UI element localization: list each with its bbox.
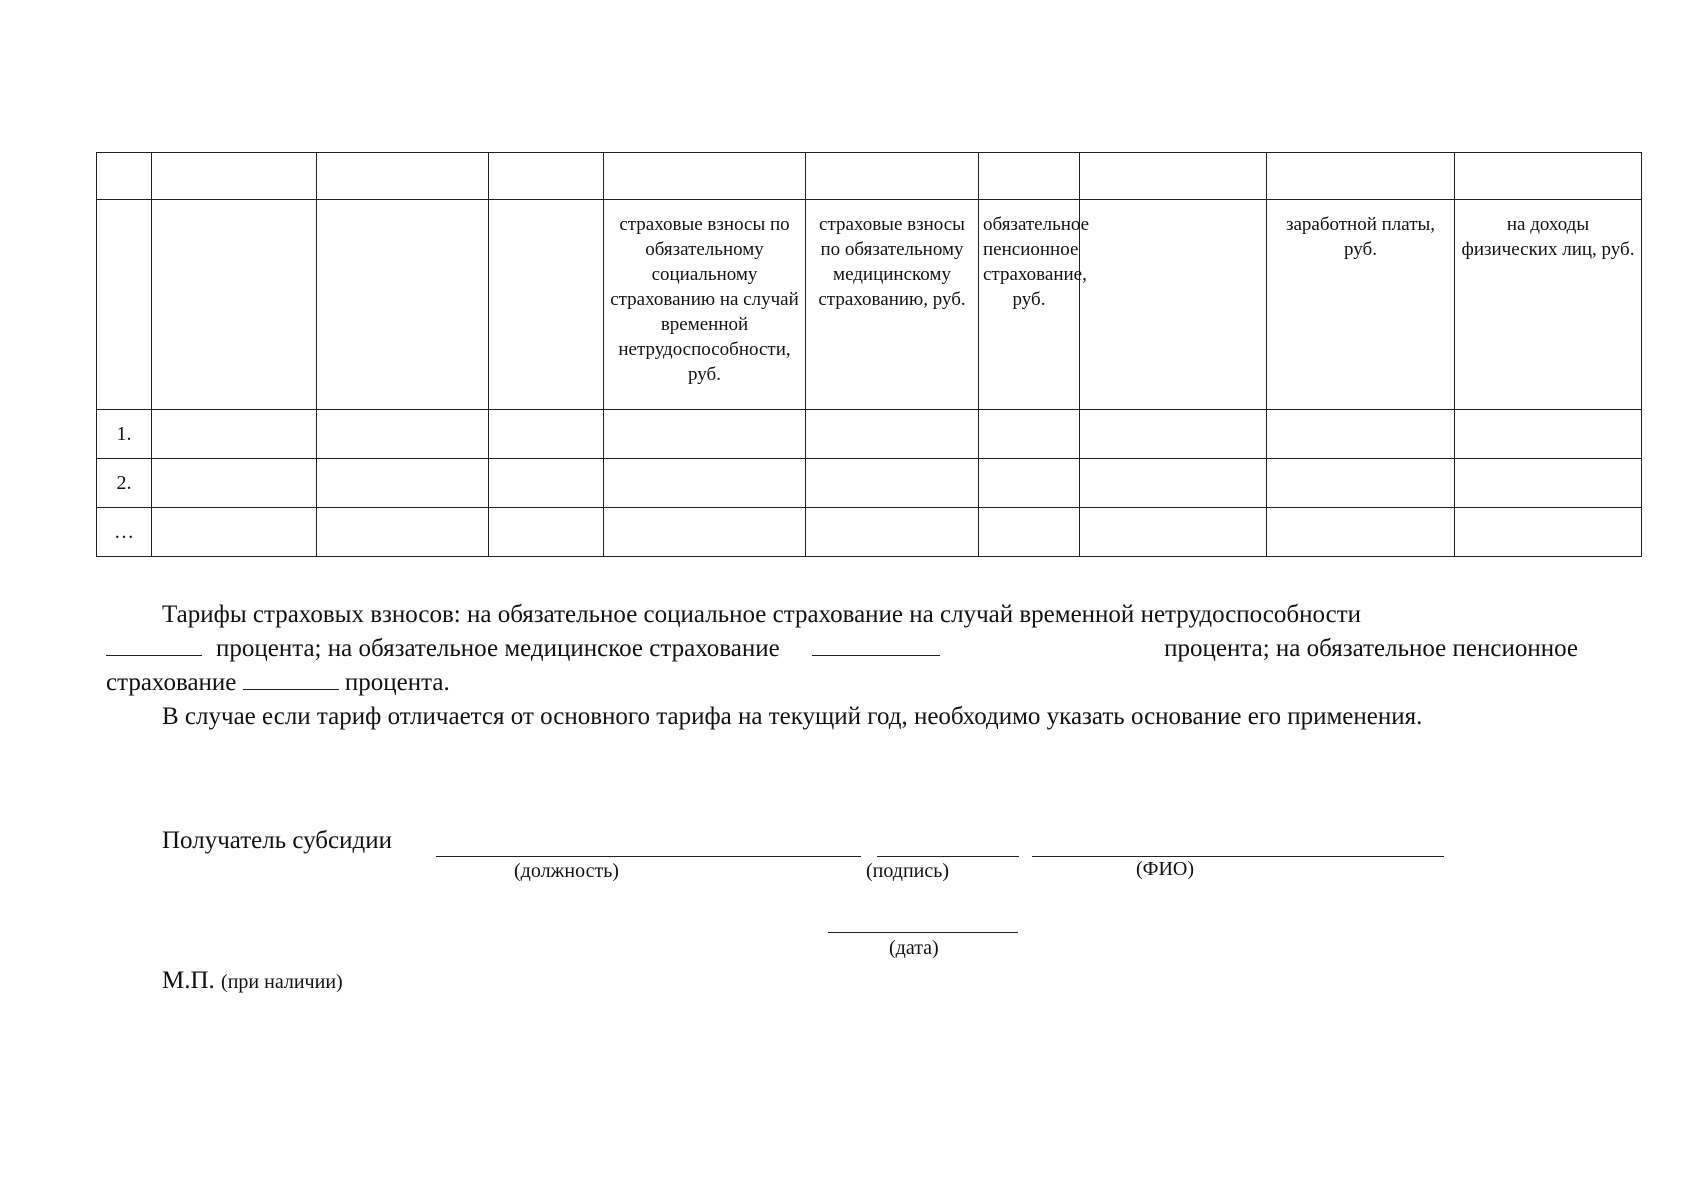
header-medical-insurance: страховые взносы по обязательному медицинскому страхованию, руб. bbox=[806, 200, 979, 410]
tariffs-line-2: процента; на обязательное медицинское страхование процента; на обязательное пенсионное bbox=[106, 632, 1578, 666]
table-row bbox=[97, 459, 1642, 508]
signature-caption: (подпись) bbox=[866, 860, 950, 882]
header-salary: заработной платы, руб. bbox=[1267, 200, 1455, 410]
header-pension-insurance: обязательное пенсионное страхование, руб. bbox=[979, 200, 1080, 410]
medical-rate-blank bbox=[812, 633, 940, 656]
date-line bbox=[828, 932, 1018, 933]
tariffs-paragraph bbox=[106, 598, 1578, 700]
table-row bbox=[97, 508, 1642, 557]
row-number: 1. bbox=[97, 410, 152, 459]
recipient-label: Получатель субсидии bbox=[162, 827, 392, 854]
header-social-insurance: страховые взносы по обязательному социальному страхованию на случай временной нетрудоспособности, руб. bbox=[604, 200, 806, 410]
tariffs-line-3: страхование процента. bbox=[106, 669, 450, 696]
signature-line bbox=[877, 856, 1019, 857]
table-header-row bbox=[97, 200, 1642, 410]
row-number: … bbox=[97, 508, 152, 557]
position-caption: (должность) bbox=[514, 860, 619, 882]
tariff-note-paragraph: В случае если тариф отличается от основного тарифа на текущий год, необходимо указать основание его применения. bbox=[162, 703, 1423, 730]
table-top-row bbox=[97, 153, 1642, 200]
tariffs-line-1: Тарифы страховых взносов: на обязательное социальное страхование на случай временной нетрудоспособности bbox=[162, 601, 1362, 628]
row-number: 2. bbox=[97, 459, 152, 508]
name-line bbox=[1032, 856, 1444, 857]
date-caption: (дата) bbox=[889, 937, 939, 959]
pension-rate-blank bbox=[243, 667, 339, 690]
social-rate-blank bbox=[106, 633, 202, 656]
contributions-table bbox=[96, 152, 1642, 557]
name-caption: (ФИО) bbox=[1136, 858, 1195, 880]
stamp-label: М.П. (при наличии) bbox=[162, 967, 343, 994]
table-row bbox=[97, 410, 1642, 459]
stamp-note: (при наличии) bbox=[221, 971, 343, 993]
position-line bbox=[436, 856, 861, 857]
header-personal-income: на доходы физических лиц, руб. bbox=[1455, 200, 1642, 410]
